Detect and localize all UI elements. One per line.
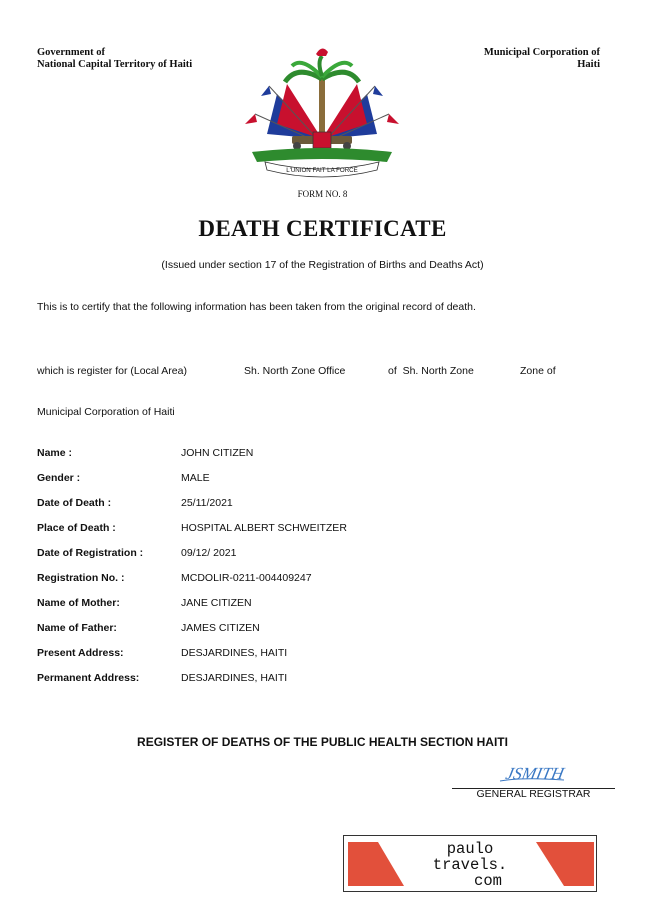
issuer-right-line2: Haiti bbox=[577, 59, 600, 70]
field-label-gender: Gender : bbox=[37, 472, 81, 484]
field-value-name: JOHN CITIZEN bbox=[181, 447, 254, 459]
field-label-date-of-death: Date of Death : bbox=[37, 497, 112, 509]
svg-text:L'UNION FAIT LA FORCE: L'UNION FAIT LA FORCE bbox=[286, 167, 358, 174]
haiti-coat-of-arms-icon bbox=[237, 44, 407, 180]
field-value-present-address: DESJARDINES, HAITI bbox=[181, 647, 288, 659]
field-value-name-of-mother: JANE CITIZEN bbox=[181, 597, 252, 609]
svg-text:JSMITH: JSMITH bbox=[504, 764, 566, 783]
issuer-right-line1: Municipal Corporation of bbox=[483, 47, 600, 58]
issuer-left-line1: Government of bbox=[37, 47, 105, 58]
paulo-travels-logo bbox=[343, 835, 597, 892]
field-value-name-of-father: JAMES CITIZEN bbox=[181, 622, 260, 634]
field-value-date-of-registration: 09/12/ 2021 bbox=[181, 547, 237, 559]
area-line-part3: of Sh. North Zone bbox=[388, 365, 474, 377]
field-value-place-of-death: HOSPITAL ALBERT SCHWEITZER bbox=[181, 522, 347, 534]
logo-text-line2: travels. bbox=[432, 856, 508, 874]
field-label-place-of-death: Place of Death : bbox=[37, 522, 116, 534]
field-label-name-of-mother: Name of Mother: bbox=[37, 597, 120, 609]
field-value-date-of-death: 25/11/2021 bbox=[181, 497, 233, 509]
area-line-part1: which is register for (Local Area) bbox=[37, 365, 187, 377]
document-subtitle: (Issued under section 17 of the Registration of Births and Deaths Act) bbox=[161, 259, 484, 271]
register-footer-title: REGISTER OF DEATHS OF THE PUBLIC HEALTH SECTION HAITI bbox=[137, 735, 508, 749]
issuer-right bbox=[484, 47, 600, 71]
field-value-gender: MALE bbox=[181, 472, 210, 484]
field-label-date-of-registration: Date of Registration : bbox=[37, 547, 144, 559]
field-label-registration-no: Registration No. : bbox=[37, 572, 125, 584]
field-label-name: Name : bbox=[37, 447, 73, 459]
issuer-left bbox=[37, 47, 192, 71]
municipal-line: Municipal Corporation of Haiti bbox=[37, 406, 175, 418]
form-number: FORM NO. 8 bbox=[297, 189, 348, 199]
area-line-part4: Zone of bbox=[520, 365, 556, 377]
field-label-name-of-father: Name of Father: bbox=[37, 622, 117, 634]
field-value-permanent-address: DESJARDINES, HAITI bbox=[181, 672, 288, 684]
registrar-signature bbox=[452, 759, 615, 789]
field-label-permanent-address: Permanent Address: bbox=[37, 672, 140, 684]
document-title: DEATH CERTIFICATE bbox=[198, 216, 447, 241]
field-value-registration-no: MCDOLIR-0211-004409247 bbox=[181, 572, 312, 584]
logo-text-line3: com bbox=[474, 872, 502, 890]
area-line-part2: Sh. North Zone Office bbox=[244, 365, 346, 377]
registrar-label: GENERAL REGISTRAR bbox=[476, 788, 591, 800]
certify-statement: This is to certify that the following information has been taken from the original record of death. bbox=[37, 301, 476, 313]
issuer-left-line2: National Capital Territory of Haiti bbox=[37, 59, 193, 70]
logo-text-line1: paulo bbox=[446, 840, 494, 858]
field-label-present-address: Present Address: bbox=[37, 647, 124, 659]
